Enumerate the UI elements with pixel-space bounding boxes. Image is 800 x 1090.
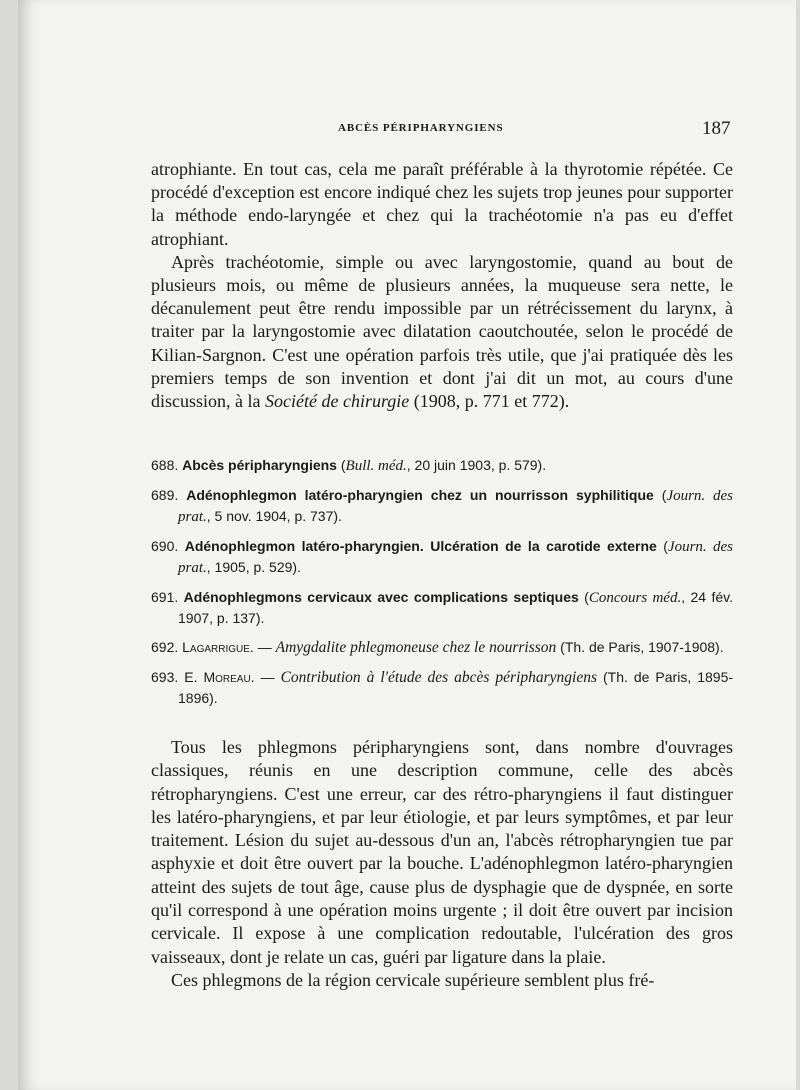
reference-number: 688. (151, 457, 179, 473)
paragraph-2-end: (1908, p. 771 et 772). (409, 391, 570, 412)
reference-source: Journ. des prat. (178, 488, 733, 525)
reference-item (151, 667, 733, 708)
reference-item: 688. Abcès péripharyngiens (Bull. méd., 20 juin 1903, p. 579). (151, 457, 547, 474)
paragraph-4: Ces phlegmons de la région cervicale supérieure semblent plus fré- (171, 969, 655, 990)
reference-work-title: Contribution à l'étude des abcès péripharyngiens (280, 669, 598, 686)
reference-details: , 1905, p. 529). (206, 559, 301, 575)
paragraph-2 (151, 251, 733, 413)
reference-number: 693. (151, 669, 179, 685)
reference-item: 690. Adénophlegmon latéro-pharyngien. Ulcération de la carotide externe (Journ. des prat., 1905, p. 529). (151, 538, 733, 576)
reference-title: Adénophlegmons cervicaux avec complications septiques (183, 589, 579, 605)
reference-details: (Th. de Paris, 1895-1896). (178, 669, 734, 706)
reference-title: Adénophlegmon latéro-pharyngien chez un nourrisson syphilitique (186, 487, 654, 503)
reference-source: Bull. méd. (345, 458, 407, 474)
page-number: 187 (702, 118, 731, 139)
reference-details: , 24 fév. 1907, p. 137). (178, 589, 734, 626)
paragraph-1: atrophiante. En tout cas, cela me paraît préférable à la thyrotomie répétée. Ce procédé d'exception est encore indiqué chez les sujets trop jeunes pour supporter la méthode endo-laryngée et chez qui la trachéotomie n'a pas eu d'effet atrophiant. (151, 159, 733, 249)
book-page (18, 0, 796, 1090)
reference-details: , 5 nov. 1904, p. 737). (206, 508, 342, 524)
reference-title: Adénophlegmon latéro-pharyngien. Ulcération de la carotide externe (184, 538, 657, 554)
reference-dash: — (253, 639, 276, 655)
reference-item: 689. Adénophlegmon latéro-pharyngien chez un nourrisson syphilitique (Journ. des prat., 5 nov. 1904, p. 737). (151, 487, 733, 525)
paragraph-3: Tous les phlegmons péripharyngiens sont, dans nombre d'ouvrages classiques, réunis en une description commune, celle des abcès rétropharyngiens. C'est une erreur, car des rétro-pharyngiens il faut distinguer les latéro-pharyngiens, et par leur étiologie, et par leurs symptômes, et par leur traitement. Lésion du sujet au-dessous d'un an, l'abcès rétropharyngien tue par asphyxie et doit être ouvert par la bouche. L'adénophlegmon latéro-pharyngien atteint des sujets de tout âge, cause plus de dysphagie que de dyspnée, en sorte qu'il correspond à une opération moins urgente ; il doit être ouvert par incision cervicale. Il expose à une complication redoutable, l'ulcération des gros vaisseaux, dont je relate un cas, guéri par ligature dans la plaie. (151, 737, 733, 967)
body-text-top (151, 158, 733, 413)
paragraph-2-text: Après trachéotomie, simple ou avec laryngostomie, quand au bout de plusieurs mois, ou même de plusieurs années, la muqueuse sera nette, le décanulement peut être rendu impossible par un rétrécissement du larynx, à traiter par la laryngostomie avec dilatation caoutchoutée, selon le procédé de Kilian-Sargnon. C'est une opération parfois très utile, que j'ai pratiquée dès les premiers temps de son invention et dont j'ai dit un mot, au cours d'une discussion, à la (151, 251, 733, 412)
reference-number: 692. (151, 639, 179, 655)
paragraph-2-italic: Société de chirurgie (265, 391, 410, 412)
reference-item: 691. Adénophlegmons cervicaux avec complications septiques (Concours méd., 24 fév. 1907, p. 137). (151, 589, 734, 626)
reference-number: 691. (151, 589, 179, 605)
reference-work-title: Amygdalite phlegmoneuse chez le nourrisson (275, 639, 557, 656)
running-head: ABCÈS PÉRIPHARYNGIENS (338, 122, 504, 134)
reference-item (151, 637, 733, 658)
reference-dash: — (254, 669, 281, 685)
reference-source: Journ. des prat. (178, 539, 733, 576)
reference-details: , 20 juin 1903, p. 579). (406, 457, 547, 473)
reference-number: 689. (151, 487, 179, 503)
reference-source: Concours méd. (588, 590, 682, 606)
reference-number: 690. (151, 538, 179, 554)
reference-title: Abcès péripharyngiens (182, 457, 337, 473)
reference-author: Lagarrigue. (182, 639, 254, 655)
reference-details: (Th. de Paris, 1907-1908). (556, 639, 724, 655)
reference-author: E. Moreau. (184, 669, 255, 685)
body-text-bottom (151, 736, 733, 992)
reference-list (151, 455, 733, 717)
